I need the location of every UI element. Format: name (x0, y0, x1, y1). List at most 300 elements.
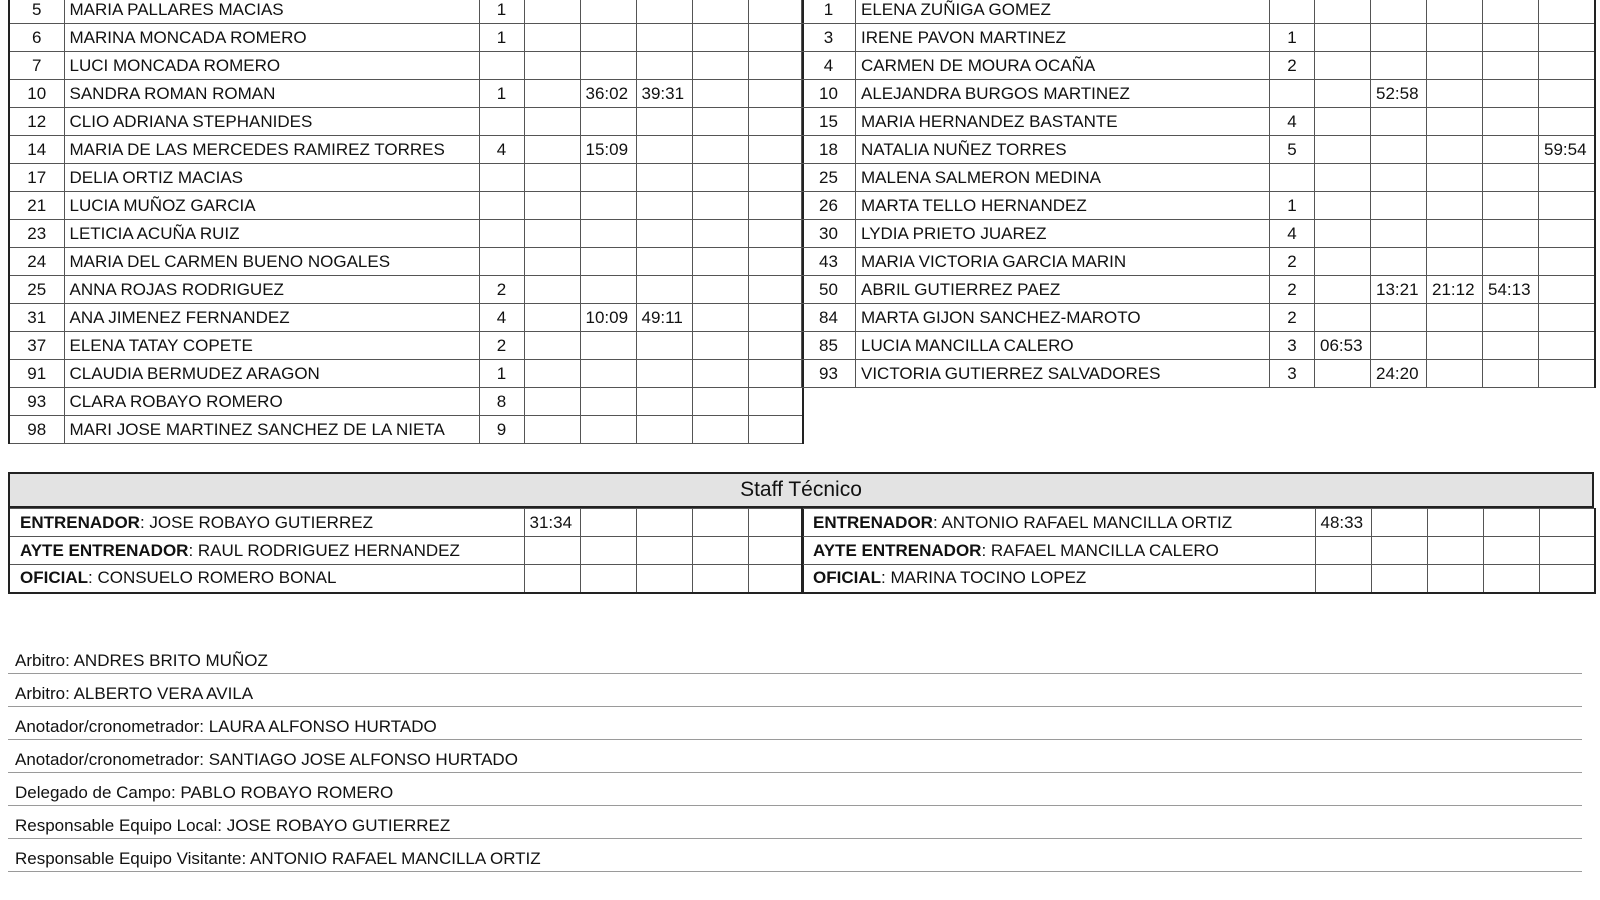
goal-time-cell (1483, 24, 1539, 52)
goal-time-cell (1483, 360, 1539, 388)
staff-name: : CONSUELO ROMERO BONAL (88, 568, 337, 588)
goal-time-cell (1427, 52, 1483, 80)
player-fouls: 1 (479, 24, 524, 52)
goal-time-cell (1371, 0, 1427, 24)
player-row (9, 304, 803, 332)
goal-time-cell (524, 80, 580, 108)
staff-time-cell (636, 509, 692, 537)
goal-time-cell (1539, 220, 1595, 248)
player-name: LUCIA MANCILLA CALERO (856, 332, 1270, 360)
goal-time-cell (1483, 0, 1539, 24)
staff-name: : MARINA TOCINO LOPEZ (881, 568, 1087, 588)
player-name: ABRIL GUTIERREZ PAEZ (856, 276, 1270, 304)
goal-time-cell (692, 276, 748, 304)
player-dorsal: 12 (9, 108, 64, 136)
goal-time-cell (692, 192, 748, 220)
goal-time-cell (524, 0, 580, 24)
player-row (802, 80, 1595, 108)
goal-time-cell (1315, 220, 1371, 248)
staff-time-cell (1539, 565, 1595, 593)
goal-time-cell (636, 192, 692, 220)
staff-time-cell (748, 537, 803, 565)
goal-time-cell (748, 360, 803, 388)
goal-time-cell (1315, 80, 1371, 108)
goal-time-cell (1539, 52, 1595, 80)
player-name: CLAUDIA BERMUDEZ ARAGON (64, 360, 479, 388)
staff-time-cell (692, 537, 748, 565)
goal-time-cell: 15:09 (580, 136, 636, 164)
goal-time-cell: 52:58 (1371, 80, 1427, 108)
goal-time-cell (580, 220, 636, 248)
player-name: MARIA PALLARES MACIAS (64, 0, 479, 24)
official-row: Responsable Equipo Local: JOSE ROBAYO GUTIERREZ (8, 806, 1582, 839)
player-dorsal: 15 (802, 108, 856, 136)
player-name: MARTA GIJON SANCHEZ-MAROTO (856, 304, 1270, 332)
goal-time-cell (524, 360, 580, 388)
goal-time-cell (1371, 52, 1427, 80)
player-fouls: 2 (479, 332, 524, 360)
goal-time-cell (524, 388, 580, 416)
player-dorsal: 23 (9, 220, 64, 248)
goal-time-cell (524, 108, 580, 136)
goal-time-cell (748, 220, 803, 248)
goal-time-cell (692, 80, 748, 108)
staff-time-cell (580, 509, 636, 537)
goal-time-cell: 49:11 (636, 304, 692, 332)
player-row (802, 164, 1595, 192)
goal-time-cell (1539, 248, 1595, 276)
staff-role: ENTRENADOR (813, 512, 933, 532)
goal-time-cell (1483, 332, 1539, 360)
goal-time-cell (692, 388, 748, 416)
goal-time-cell (748, 80, 803, 108)
staff-time-cell (748, 565, 803, 593)
goal-time-cell: 21:12 (1427, 276, 1483, 304)
player-name: DELIA ORTIZ MACIAS (64, 164, 479, 192)
player-fouls: 3 (1270, 332, 1315, 360)
goal-time-cell (1371, 332, 1427, 360)
staff-member (802, 565, 1315, 593)
home-players-table (8, 0, 804, 444)
player-name: ANA JIMENEZ FERNANDEZ (64, 304, 479, 332)
goal-time-cell (1539, 304, 1595, 332)
goal-time-cell (580, 360, 636, 388)
goal-time-cell (636, 276, 692, 304)
player-fouls (1270, 0, 1315, 24)
player-fouls: 9 (479, 416, 524, 444)
player-fouls (1270, 80, 1315, 108)
goal-time-cell (1483, 220, 1539, 248)
goal-time-cell (748, 136, 803, 164)
goal-time-cell: 24:20 (1371, 360, 1427, 388)
goal-time-cell (636, 52, 692, 80)
goal-time-cell (1371, 248, 1427, 276)
goal-time-cell (1371, 164, 1427, 192)
goal-time-cell (1427, 136, 1483, 164)
player-fouls: 4 (1270, 220, 1315, 248)
player-fouls (479, 108, 524, 136)
player-dorsal: 43 (802, 248, 856, 276)
player-fouls: 1 (479, 360, 524, 388)
goal-time-cell (636, 388, 692, 416)
player-dorsal: 24 (9, 248, 64, 276)
player-dorsal: 6 (9, 24, 64, 52)
goal-time-cell (1427, 220, 1483, 248)
player-name: CLIO ADRIANA STEPHANIDES (64, 108, 479, 136)
goal-time-cell: 06:53 (1315, 332, 1371, 360)
goal-time-cell (580, 24, 636, 52)
goal-time-cell (1483, 164, 1539, 192)
staff-time-cell (1483, 565, 1539, 593)
player-name: NATALIA NUÑEZ TORRES (856, 136, 1270, 164)
staff-tecnico-header: Staff Técnico (8, 472, 1594, 508)
goal-time-cell (1539, 0, 1595, 24)
staff-time-cell (524, 565, 580, 593)
player-name: MARTA TELLO HERNANDEZ (856, 192, 1270, 220)
player-row (802, 276, 1595, 304)
staff-name: : RAUL RODRIGUEZ HERNANDEZ (188, 540, 460, 560)
goal-time-cell (1315, 108, 1371, 136)
goal-time-cell (692, 0, 748, 24)
player-fouls: 3 (1270, 360, 1315, 388)
player-fouls (479, 220, 524, 248)
player-row (802, 192, 1595, 220)
staff-role: OFICIAL (813, 568, 881, 588)
player-dorsal: 10 (9, 80, 64, 108)
home-staff-body (9, 509, 803, 593)
goal-time-cell (1427, 164, 1483, 192)
player-fouls (479, 192, 524, 220)
player-row (802, 24, 1595, 52)
staff-row (9, 509, 803, 537)
goal-time-cell (1539, 24, 1595, 52)
goal-time-cell (1483, 136, 1539, 164)
staff-time-cell: 31:34 (524, 509, 580, 537)
home-players-body (9, 0, 803, 444)
staff-time-cell: 48:33 (1315, 509, 1371, 537)
player-name: LUCIA MUÑOZ GARCIA (64, 192, 479, 220)
player-dorsal: 3 (802, 24, 856, 52)
goal-time-cell (1427, 0, 1483, 24)
goal-time-cell (1315, 248, 1371, 276)
goal-time-cell (1539, 360, 1595, 388)
goal-time-cell (636, 0, 692, 24)
staff-time-cell (692, 509, 748, 537)
goal-time-cell (524, 332, 580, 360)
staff-row (9, 537, 803, 565)
player-row (802, 108, 1595, 136)
goal-time-cell (524, 192, 580, 220)
goal-time-cell (692, 416, 748, 444)
goal-time-cell (1483, 304, 1539, 332)
player-row (9, 416, 803, 444)
goal-time-cell (692, 52, 748, 80)
player-name: MARIA VICTORIA GARCIA MARIN (856, 248, 1270, 276)
official-row: Arbitro: ANDRES BRITO MUÑOZ (8, 641, 1582, 674)
staff-time-cell (1315, 537, 1371, 565)
player-row (9, 80, 803, 108)
staff-time-cell (636, 565, 692, 593)
player-name: ELENA TATAY COPETE (64, 332, 479, 360)
player-fouls (479, 164, 524, 192)
player-fouls: 4 (1270, 108, 1315, 136)
staff-time-cell (692, 565, 748, 593)
away-players-table (801, 0, 1596, 388)
goal-time-cell (524, 276, 580, 304)
player-fouls: 2 (1270, 276, 1315, 304)
player-dorsal: 25 (9, 276, 64, 304)
goal-time-cell (692, 248, 748, 276)
player-fouls: 1 (479, 0, 524, 24)
goal-time-cell (580, 108, 636, 136)
player-row (9, 0, 803, 24)
goal-time-cell (580, 0, 636, 24)
player-name: ANNA ROJAS RODRIGUEZ (64, 276, 479, 304)
player-dorsal: 98 (9, 416, 64, 444)
goal-time-cell (636, 164, 692, 192)
player-name: CLARA ROBAYO ROMERO (64, 388, 479, 416)
player-dorsal: 50 (802, 276, 856, 304)
staff-time-cell (524, 537, 580, 565)
goal-time-cell (524, 416, 580, 444)
goal-time-cell (748, 388, 803, 416)
goal-time-cell (1371, 304, 1427, 332)
staff-name: : RAFAEL MANCILLA CALERO (981, 540, 1219, 560)
goal-time-cell: 54:13 (1483, 276, 1539, 304)
staff-member (9, 565, 524, 593)
goal-time-cell (692, 360, 748, 388)
player-name: MARIA HERNANDEZ BASTANTE (856, 108, 1270, 136)
staff-time-cell (580, 565, 636, 593)
goal-time-cell (524, 220, 580, 248)
player-row (9, 220, 803, 248)
goal-time-cell (524, 52, 580, 80)
goal-time-cell (580, 332, 636, 360)
player-row (9, 136, 803, 164)
player-dorsal: 10 (802, 80, 856, 108)
player-fouls: 1 (1270, 24, 1315, 52)
goal-time-cell (1539, 80, 1595, 108)
away-staff-body (802, 509, 1595, 593)
goal-time-cell (524, 164, 580, 192)
away-staff-table (801, 508, 1596, 594)
goal-time-cell (580, 276, 636, 304)
goal-time-cell (748, 192, 803, 220)
player-fouls: 4 (479, 304, 524, 332)
player-row (9, 388, 803, 416)
staff-time-cell (1483, 537, 1539, 565)
goal-time-cell (1427, 360, 1483, 388)
staff-time-cell (580, 537, 636, 565)
player-dorsal: 17 (9, 164, 64, 192)
player-dorsal: 37 (9, 332, 64, 360)
player-dorsal: 14 (9, 136, 64, 164)
goal-time-cell: 36:02 (580, 80, 636, 108)
goal-time-cell (580, 164, 636, 192)
goal-time-cell (1371, 108, 1427, 136)
player-fouls: 2 (1270, 304, 1315, 332)
goal-time-cell (1315, 164, 1371, 192)
player-row (9, 164, 803, 192)
goal-time-cell (1315, 0, 1371, 24)
player-name: ALEJANDRA BURGOS MARTINEZ (856, 80, 1270, 108)
goal-time-cell (524, 136, 580, 164)
goal-time-cell (636, 416, 692, 444)
staff-role: OFICIAL (20, 568, 88, 588)
staff-role: AYTE ENTRENADOR (813, 540, 982, 560)
goal-time-cell (692, 136, 748, 164)
official-row: Anotador/cronometrador: LAURA ALFONSO HURTADO (8, 707, 1582, 740)
staff-time-cell (1371, 509, 1427, 537)
player-fouls: 2 (1270, 52, 1315, 80)
goal-time-cell (748, 24, 803, 52)
officials-list (8, 641, 1582, 872)
player-name: VICTORIA GUTIERREZ SALVADORES (856, 360, 1270, 388)
player-name: MALENA SALMERON MEDINA (856, 164, 1270, 192)
goal-time-cell (692, 332, 748, 360)
official-row: Delegado de Campo: PABLO ROBAYO ROMERO (8, 773, 1582, 806)
player-row (802, 220, 1595, 248)
player-dorsal: 31 (9, 304, 64, 332)
player-fouls: 1 (1270, 192, 1315, 220)
goal-time-cell (580, 192, 636, 220)
staff-time-cell (748, 509, 803, 537)
goal-time-cell (1315, 304, 1371, 332)
goal-time-cell (1483, 192, 1539, 220)
goal-time-cell (1427, 24, 1483, 52)
player-dorsal: 93 (802, 360, 856, 388)
staff-time-cell (1539, 509, 1595, 537)
player-dorsal: 4 (802, 52, 856, 80)
goal-time-cell (748, 108, 803, 136)
staff-row (802, 565, 1595, 593)
goal-time-cell (1371, 136, 1427, 164)
official-row: Responsable Equipo Visitante: ANTONIO RAFAEL MANCILLA ORTIZ (8, 839, 1582, 872)
goal-time-cell (1315, 136, 1371, 164)
goal-time-cell (692, 24, 748, 52)
player-dorsal: 7 (9, 52, 64, 80)
player-dorsal: 1 (802, 0, 856, 24)
player-dorsal: 91 (9, 360, 64, 388)
player-fouls: 8 (479, 388, 524, 416)
player-row (802, 332, 1595, 360)
goal-time-cell (524, 24, 580, 52)
goal-time-cell (692, 108, 748, 136)
player-row (802, 360, 1595, 388)
goal-time-cell (748, 164, 803, 192)
goal-time-cell (524, 248, 580, 276)
player-row (802, 52, 1595, 80)
goal-time-cell: 59:54 (1539, 136, 1595, 164)
goal-time-cell (1483, 248, 1539, 276)
goal-time-cell (580, 248, 636, 276)
goal-time-cell (1483, 52, 1539, 80)
goal-time-cell (1371, 192, 1427, 220)
goal-time-cell (692, 164, 748, 192)
player-name: SANDRA ROMAN ROMAN (64, 80, 479, 108)
goal-time-cell (1483, 108, 1539, 136)
away-players-body (802, 0, 1595, 388)
goal-time-cell (1539, 276, 1595, 304)
player-fouls: 2 (479, 276, 524, 304)
player-name: CARMEN DE MOURA OCAÑA (856, 52, 1270, 80)
player-fouls (479, 248, 524, 276)
player-row (9, 52, 803, 80)
goal-time-cell (636, 248, 692, 276)
goal-time-cell (1427, 332, 1483, 360)
goal-time-cell (1483, 80, 1539, 108)
player-dorsal: 30 (802, 220, 856, 248)
goal-time-cell (748, 276, 803, 304)
goal-time-cell: 39:31 (636, 80, 692, 108)
player-row (802, 0, 1595, 24)
player-name: LETICIA ACUÑA RUIZ (64, 220, 479, 248)
player-fouls: 1 (479, 80, 524, 108)
goal-time-cell (1315, 360, 1371, 388)
staff-time-cell (1483, 509, 1539, 537)
home-staff-table (8, 508, 804, 594)
player-dorsal: 21 (9, 192, 64, 220)
goal-time-cell (1427, 304, 1483, 332)
player-row (9, 24, 803, 52)
goal-time-cell (580, 388, 636, 416)
player-dorsal: 25 (802, 164, 856, 192)
goal-time-cell (1315, 24, 1371, 52)
player-fouls (1270, 164, 1315, 192)
player-name: ELENA ZUÑIGA GOMEZ (856, 0, 1270, 24)
player-name: LUCI MONCADA ROMERO (64, 52, 479, 80)
goal-time-cell (748, 0, 803, 24)
player-dorsal: 18 (802, 136, 856, 164)
goal-time-cell (580, 416, 636, 444)
goal-time-cell (748, 332, 803, 360)
goal-time-cell (636, 136, 692, 164)
staff-time-cell (1427, 509, 1483, 537)
goal-time-cell (1371, 220, 1427, 248)
staff-time-cell (636, 537, 692, 565)
staff-name: : JOSE ROBAYO GUTIERREZ (139, 512, 373, 532)
goal-time-cell (1539, 108, 1595, 136)
player-name: LYDIA PRIETO JUAREZ (856, 220, 1270, 248)
goal-time-cell (1371, 24, 1427, 52)
player-dorsal: 5 (9, 0, 64, 24)
goal-time-cell (1427, 248, 1483, 276)
goal-time-cell (636, 332, 692, 360)
player-row (9, 248, 803, 276)
staff-row (9, 565, 803, 593)
player-row (9, 360, 803, 388)
player-row (9, 108, 803, 136)
staff-member (9, 537, 524, 565)
player-dorsal: 85 (802, 332, 856, 360)
goal-time-cell (524, 304, 580, 332)
goal-time-cell (748, 416, 803, 444)
goal-time-cell (692, 304, 748, 332)
goal-time-cell (636, 24, 692, 52)
player-name: MARINA MONCADA ROMERO (64, 24, 479, 52)
staff-role: AYTE ENTRENADOR (20, 540, 189, 560)
player-row (9, 276, 803, 304)
goal-time-cell (636, 360, 692, 388)
player-fouls: 5 (1270, 136, 1315, 164)
goal-time-cell: 10:09 (580, 304, 636, 332)
player-fouls: 4 (479, 136, 524, 164)
staff-member (9, 509, 524, 537)
goal-time-cell (636, 220, 692, 248)
goal-time-cell (748, 52, 803, 80)
player-name: MARIA DE LAS MERCEDES RAMIREZ TORRES (64, 136, 479, 164)
staff-time-cell (1427, 537, 1483, 565)
